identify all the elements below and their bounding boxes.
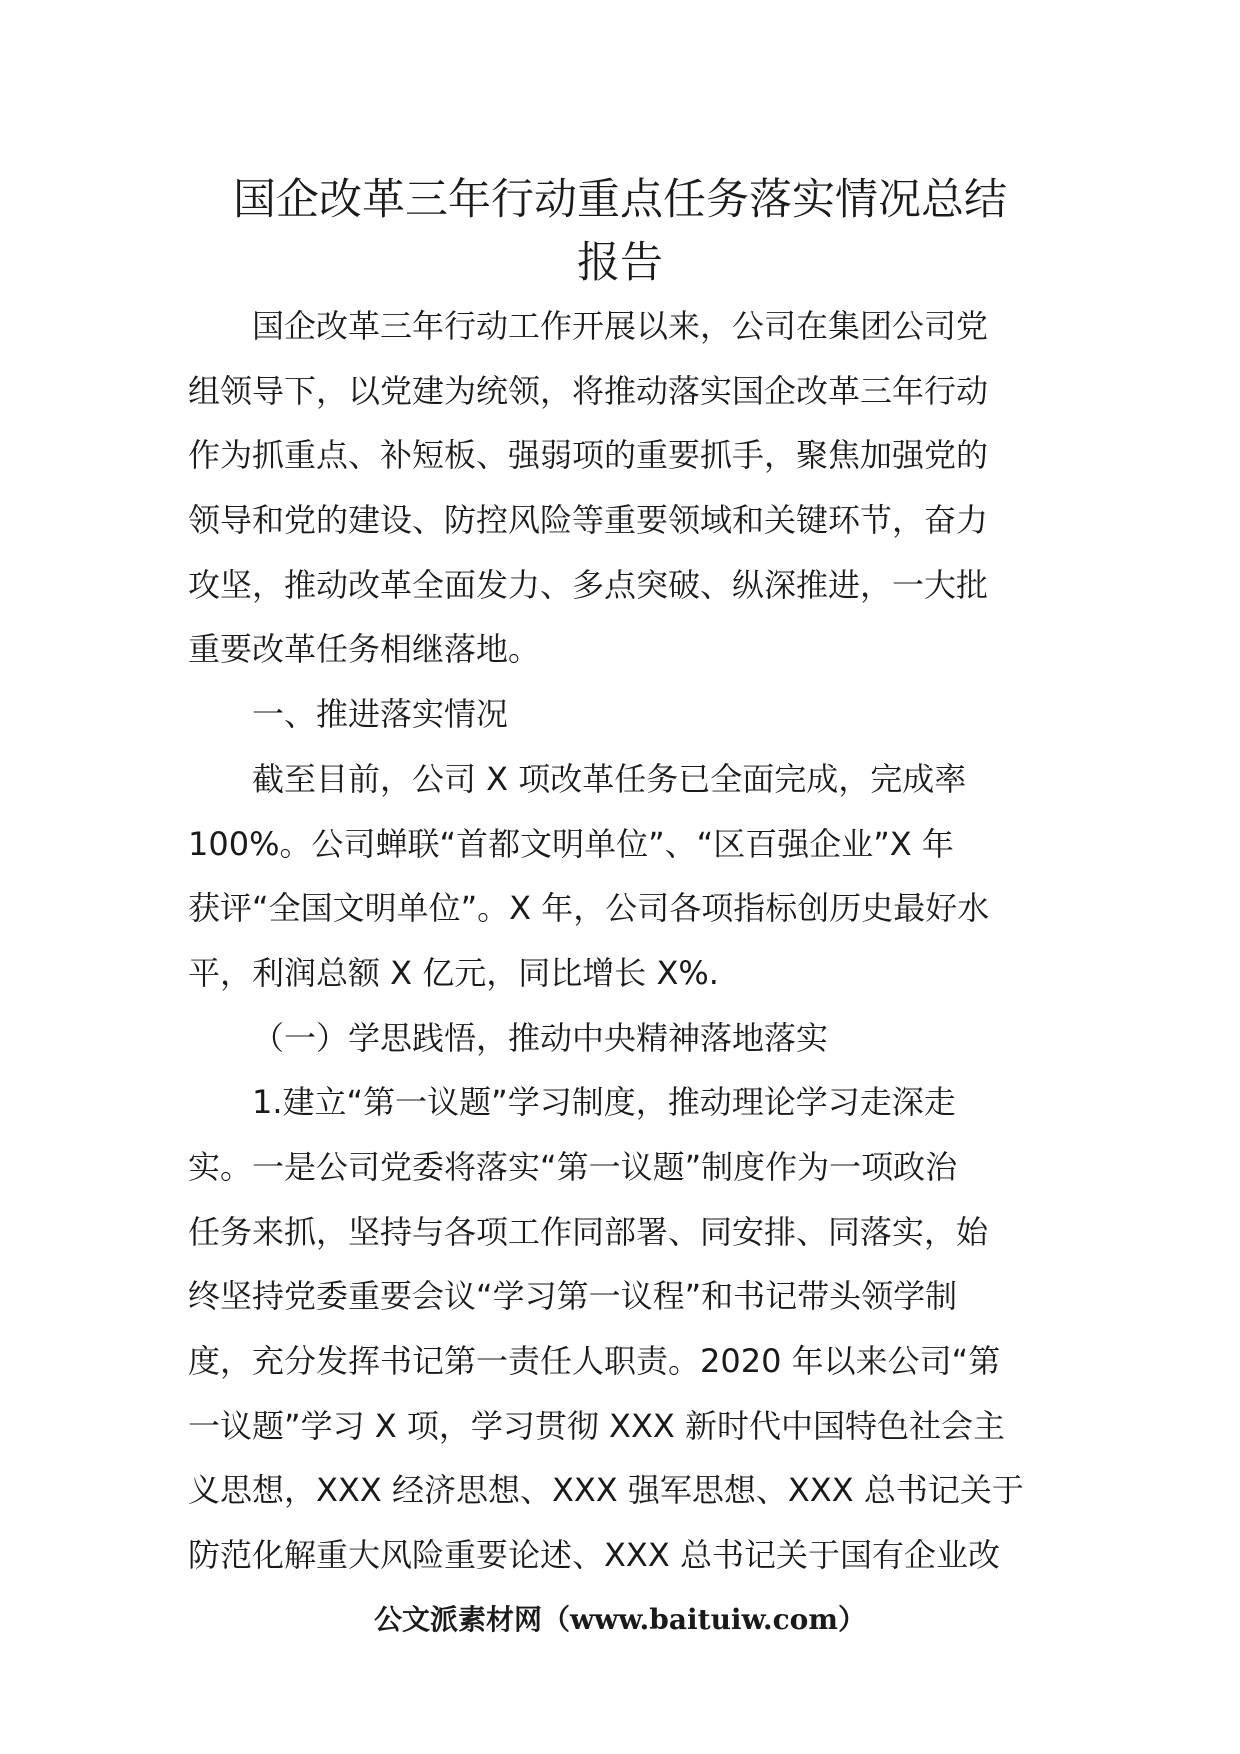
document-title-line-1: 国企改革三年行动重点任务落实情况总结 — [233, 175, 1007, 225]
section-heading: 一、推进落实情况 — [252, 695, 509, 734]
paragraph-line: 平，利润总额 X 亿元，同比增长 X%. — [188, 953, 719, 992]
paragraph-line: 作为抓重点、补短板、强弱项的重要抓手，聚焦加强党的 — [188, 436, 989, 475]
paragraph-line: 截至目前，公司 X 项改革任务已全面完成，完成率 — [252, 759, 967, 798]
paragraph-line: 终坚持党委重要会议“学习第一议程”和书记带头领学制 — [188, 1277, 958, 1316]
paragraph-line: 领导和党的建设、防控风险等重要领域和关键环节，奋力 — [188, 501, 989, 540]
paragraph-line: 组领导下，以党建为统领，将推动落实国企改革三年行动 — [188, 371, 989, 410]
paragraph-line: 重要改革任务相继落地。 — [188, 630, 541, 669]
paragraph-line: 任务来抓，坚持与各项工作同部署、同安排、同落实，始 — [188, 1212, 989, 1251]
paragraph-line: 100%。公司蝉联“首都文明单位”、“区百强企业”X 年 — [188, 824, 954, 863]
paragraph-line: 度，充分发挥书记第一责任人职责。2020 年以来公司“第 — [188, 1342, 1001, 1380]
document-body — [188, 294, 1058, 1588]
paragraph-line: 获评“全国文明单位”。X 年，公司各项指标创历史最好水 — [188, 889, 990, 928]
document-title-line-2: 报告 — [577, 238, 663, 288]
paragraph-line: 一议题”学习 X 项，学习贯彻 XXX 新时代中国特色社会主 — [188, 1406, 1005, 1445]
paragraph-line: 攻坚，推动改革全面发力、多点突破、纵深推进，一大批 — [188, 565, 989, 604]
subsection-heading: （一）学思践悟，推动中央精神落地落实 — [252, 1018, 829, 1057]
paragraph-line: 实。一是公司党委将落实“第一议题”制度作为一项政治 — [188, 1147, 958, 1186]
paragraph-line: 义思想，XXX 经济思想、XXX 强军思想、XXX 总书记关于 — [188, 1471, 1024, 1510]
footer-watermark: 公文派素材网（www.baituiw.com） — [374, 1603, 866, 1636]
paragraph-line: 防范化解重大风险重要论述、XXX 总书记关于国有企业改 — [188, 1536, 1000, 1575]
paragraph-line: 国企改革三年行动工作开展以来，公司在集团公司党 — [252, 307, 989, 345]
paragraph-line: 1.建立“第一议题”学习制度，推动理论学习走深走 — [252, 1083, 956, 1122]
